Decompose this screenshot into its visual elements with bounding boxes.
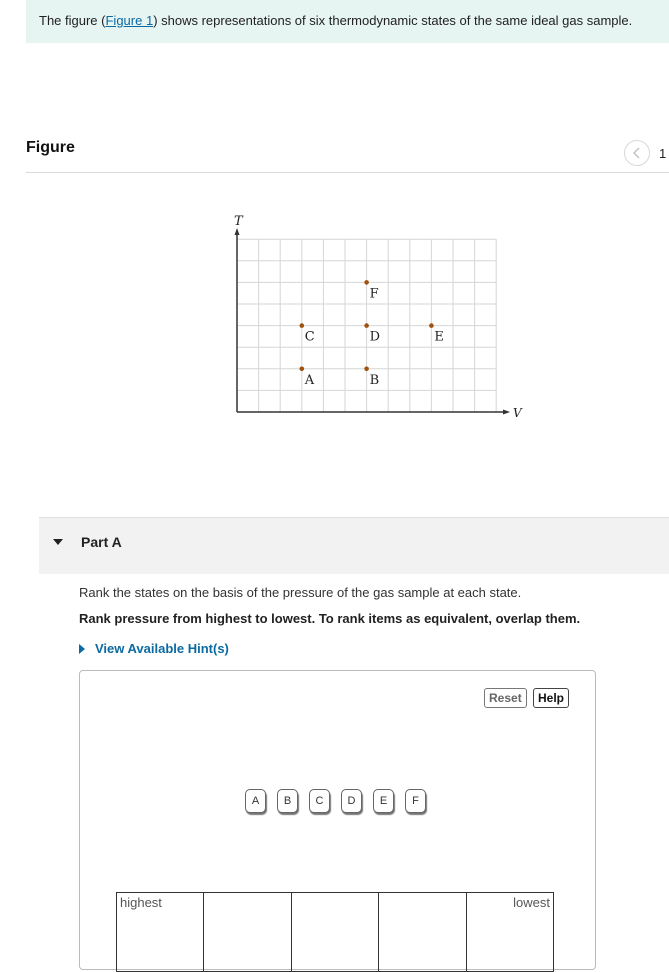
rank-bin-1[interactable]	[117, 893, 203, 971]
rank-tile-f[interactable]: F	[405, 789, 426, 813]
instruction-text: Rank pressure from highest to lowest. To rank items as equivalent, overlap them.	[79, 611, 581, 626]
collapse-caret-icon[interactable]	[53, 539, 63, 545]
state-point-f	[364, 280, 369, 285]
intro-text: The figure (Figure 1) shows representations of six thermodynamic states of the same ideal gas sample.	[39, 13, 633, 28]
part-a-title: Part A	[81, 534, 122, 550]
rank-bin-4[interactable]	[378, 893, 465, 971]
figure-link[interactable]: Figure 1	[105, 13, 154, 28]
highest-label: highest	[120, 895, 162, 910]
state-label-e: E	[434, 329, 444, 345]
y-axis-label: T	[234, 214, 243, 229]
reset-button[interactable]: Reset	[484, 688, 527, 708]
rank-tile-b[interactable]: B	[277, 789, 298, 813]
state-label-b: B	[369, 372, 380, 388]
view-hints-link[interactable]	[79, 641, 229, 656]
view-hints-label: View Available Hint(s)	[95, 641, 229, 656]
state-label-c: C	[304, 329, 315, 345]
state-point-a	[300, 367, 305, 372]
rank-tile-e[interactable]: E	[373, 789, 394, 813]
caret-right-icon	[79, 644, 85, 654]
rank-bin-2[interactable]	[203, 893, 290, 971]
rank-bin-5[interactable]	[466, 893, 553, 971]
rank-tile-c[interactable]: C	[309, 789, 330, 813]
part-a-header[interactable]	[39, 517, 669, 574]
state-point-d	[364, 323, 369, 328]
rank-tile-a[interactable]: A	[245, 789, 266, 813]
state-point-b	[364, 367, 369, 372]
y-axis-arrow	[235, 228, 240, 235]
lowest-label: lowest	[513, 895, 551, 910]
state-point-e	[429, 323, 434, 328]
state-label-d: D	[369, 329, 381, 345]
ranking-bins	[116, 892, 554, 972]
state-label-a: A	[304, 372, 315, 388]
rank-bin-3[interactable]	[291, 893, 378, 971]
x-axis-arrow	[503, 410, 510, 415]
state-label-f: F	[369, 286, 379, 302]
rank-tile-d[interactable]: D	[341, 789, 362, 813]
state-point-c	[300, 323, 305, 328]
plot-points	[300, 280, 444, 388]
question-text: Rank the states on the basis of the pressure of the gas sample at each state.	[79, 585, 522, 600]
figure-page-indicator: 1	[659, 146, 667, 161]
x-axis-label: V	[513, 406, 522, 420]
help-button[interactable]: Help	[533, 688, 569, 708]
figure-title: Figure	[26, 139, 75, 156]
